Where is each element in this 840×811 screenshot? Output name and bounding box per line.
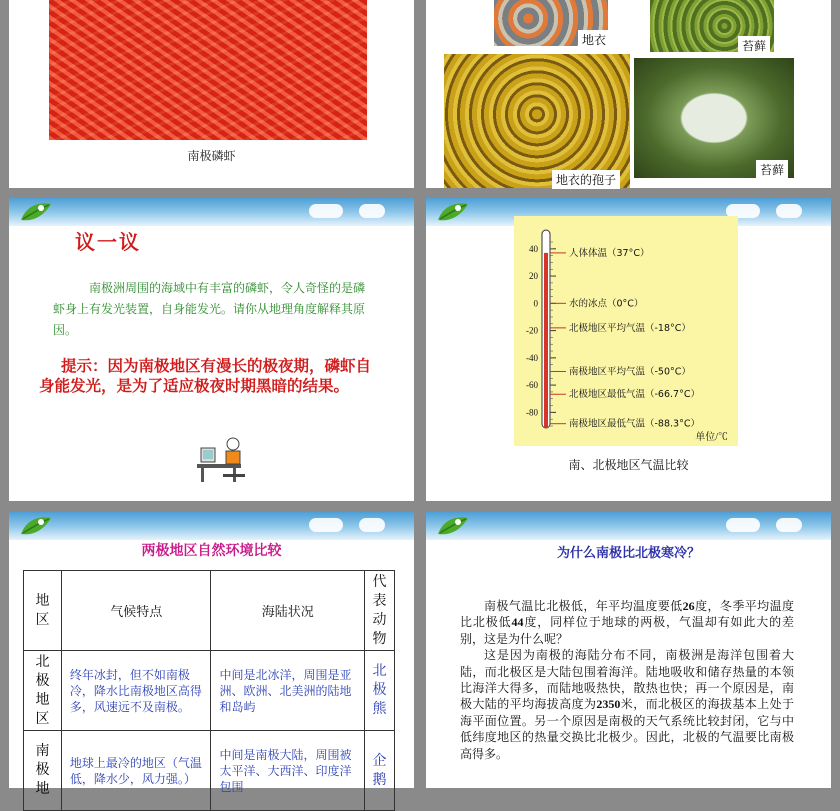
why-colder-body [460,598,794,762]
krill-photo [49,0,367,140]
lichen-label: 地衣 [578,30,610,49]
lichen-spores-photo [444,54,630,188]
comparison-title: 两极地区自然环境比较 [141,543,282,559]
row-land-sea: 中间是南极大陆，周围被太平洋、大西洋、印度洋包围 [211,731,365,811]
cloud-decoration [309,518,343,532]
leaf-logo-icon [19,514,53,538]
leaf-logo-icon [436,514,470,538]
marker-label: 南极地区平均气温（-50°C） [569,366,691,378]
cloud-decoration [776,518,802,532]
marker-label: 北极地区平均气温（-18°C） [569,322,691,334]
discussion-title: 议一议 [75,230,141,254]
krill-caption: 南极磷虾 [187,149,236,163]
marker-label: 南极地区最低气温（-88.3°C） [569,418,700,430]
discussion-question: 南极洲周围的海域中有丰富的磷虾，令人奇怪的是磷虾身上有发光装置，自身能发光。请你从地理角度解释其原因。 [53,281,366,337]
scale-tick-label: -40 [526,352,538,363]
spores-label: 地衣的孢子 [552,170,620,189]
slide-banner [426,512,831,540]
table-header-row [24,571,395,651]
scale-tick-label: 40 [529,243,538,254]
table-row [24,651,395,731]
table-row [24,731,395,811]
slide-discussion [9,198,414,501]
row-animal: 北极熊 [365,651,395,731]
discussion-hint: 提示：因为南极地区有漫长的极夜期，磷虾自身能发光，是为了适应极夜时期黑暗的结果。 [39,357,372,395]
cloud-decoration [309,204,343,218]
row-land-sea: 中间是北冰洋，周围是亚洲、欧洲、北美洲的陆地和岛屿 [211,651,365,731]
why-colder-title: 为什么南极比北极寒冷？ [556,546,700,561]
row-region: 北极地区 [24,651,62,731]
slide-why-colder [426,512,831,788]
person-at-desk-icon [193,434,253,484]
scale-tick-label: -60 [526,380,538,391]
moss-label-top: 苔藓 [738,36,770,55]
leaf-logo-icon [436,200,470,224]
row-climate: 终年冰封，但不如南极冷，降水比南极地区高得多，风速远不及南极。 [61,651,211,731]
slide-temperature [426,198,831,501]
marker-label: 人体体温（37°C） [569,247,650,259]
header-climate: 气候特点 [61,571,211,651]
marker-label: 北极地区最低气温（-66.7°C） [569,389,700,401]
cloud-decoration [359,518,385,532]
temperature-caption: 南、北极地区气温比较 [568,458,689,472]
paragraph-2: 这是因为南极的海陆分布不同，南极洲是海洋包围着大陆，而北极区是大陆包围着海洋。陆地吸收和储存热量的本领比海洋大得多，而陆地吸热快，散热也快；再一个原因是，南极大陆的平均海拔高度为2350米，而北极区的海拔基本上处于海平面位置。另一个原因是南极的天气系统比较封闭，它与中低纬度地区的热量交换比北极少。因此，北极的气温要比南极高得多。 [460,648,794,761]
slide-krill [9,0,414,188]
cloud-decoration [359,204,385,218]
marker-label: 水的冰点（0°C） [569,298,644,310]
row-climate: 地球上最冷的地区（气温低，降水少，风力强。） [61,731,211,811]
comparison-table [23,570,395,811]
paragraph-1: 南极气温比北极低，年平均温度要低26度，冬季平均温度比北极低44度，同样位于地球的两极，气温却有如此大的差别，这是为什么呢？ [460,599,794,646]
scale-tick-label: 20 [529,271,538,282]
row-animal: 企鹅 [365,731,395,811]
cloud-decoration [726,518,760,532]
row-region: 南极地 [24,731,62,811]
scale-tick-label: 0 [533,298,538,309]
slide-banner [9,512,414,540]
scale-tick-label: -20 [526,325,538,336]
slide-lichen-moss [426,0,831,188]
unit-label: 单位/℃ [695,432,728,443]
slide-comparison [9,512,414,797]
leaf-logo-icon [19,200,53,224]
header-land-sea: 海陆状况 [211,571,365,651]
header-animals: 代表动物 [365,571,395,651]
slide-banner [9,198,414,226]
thermometer-chart [514,216,738,446]
moss-label-bottom: 苔藓 [756,160,788,179]
header-region: 地区 [24,571,62,651]
scale-tick-label: -80 [526,407,538,418]
cloud-decoration [776,204,802,218]
